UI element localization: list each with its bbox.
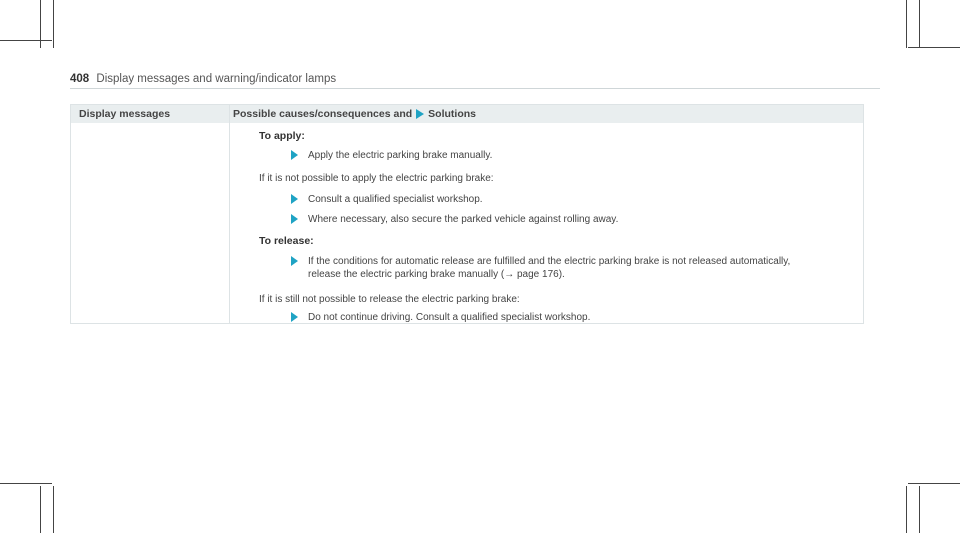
- action-triangle-icon: [291, 150, 298, 160]
- action-triangle-icon: [291, 256, 298, 266]
- column-header-display-messages: Display messages: [79, 108, 171, 120]
- apply-note: If it is not possible to apply the electric parking brake:: [259, 173, 494, 184]
- action-triangle-icon: [291, 214, 298, 224]
- action-triangle-icon: [416, 109, 424, 119]
- release-step: [259, 255, 790, 281]
- step-text: Apply the electric parking brake manually.: [308, 150, 493, 161]
- step-text: [308, 255, 790, 281]
- crop-mark: [53, 486, 54, 533]
- page-reference-link[interactable]: page 176).: [517, 269, 565, 280]
- crop-mark: [908, 483, 960, 484]
- step-text-line: release the electric parking brake manually (: [308, 269, 505, 280]
- step-text-line: If the conditions for automatic release are fulfilled and the electric parking brake is not released automatically,: [308, 256, 791, 267]
- header-divider: [70, 88, 880, 89]
- column-header-solutions-suffix: Solutions: [428, 108, 477, 120]
- step-text: Consult a qualified specialist workshop.: [308, 194, 483, 205]
- crop-mark: [0, 483, 52, 484]
- section-title: Display messages and warning/indicator lamps: [96, 73, 337, 85]
- release-step: [259, 311, 590, 324]
- crop-mark: [53, 0, 54, 48]
- crop-mark: [919, 0, 920, 48]
- action-triangle-icon: [291, 312, 298, 322]
- step-text: Do not continue driving. Consult a qualified specialist workshop.: [308, 312, 591, 323]
- crop-mark: [906, 486, 907, 533]
- apply-step: [259, 193, 483, 206]
- apply-step: [259, 149, 492, 162]
- action-triangle-icon: [291, 194, 298, 204]
- release-heading: To release:: [259, 235, 314, 247]
- column-header-solutions-prefix: Possible causes/consequences and: [233, 108, 413, 120]
- crop-mark: [40, 486, 41, 533]
- page-reference-arrow-icon: →: [504, 269, 515, 280]
- release-note: If it is still not possible to release the electric parking brake:: [259, 294, 520, 305]
- apply-heading: To apply:: [259, 130, 305, 142]
- crop-mark: [0, 40, 52, 41]
- crop-mark: [908, 47, 960, 48]
- table-header-row: [71, 105, 863, 123]
- crop-mark: [906, 0, 907, 48]
- page-number: 408: [70, 73, 90, 85]
- apply-step: [259, 213, 618, 226]
- page-header: [70, 73, 865, 85]
- column-divider: [229, 105, 230, 323]
- step-text: Where necessary, also secure the parked vehicle against rolling away.: [308, 214, 619, 225]
- messages-table: [70, 104, 864, 324]
- crop-mark: [919, 486, 920, 533]
- column-header-solutions: [233, 108, 476, 120]
